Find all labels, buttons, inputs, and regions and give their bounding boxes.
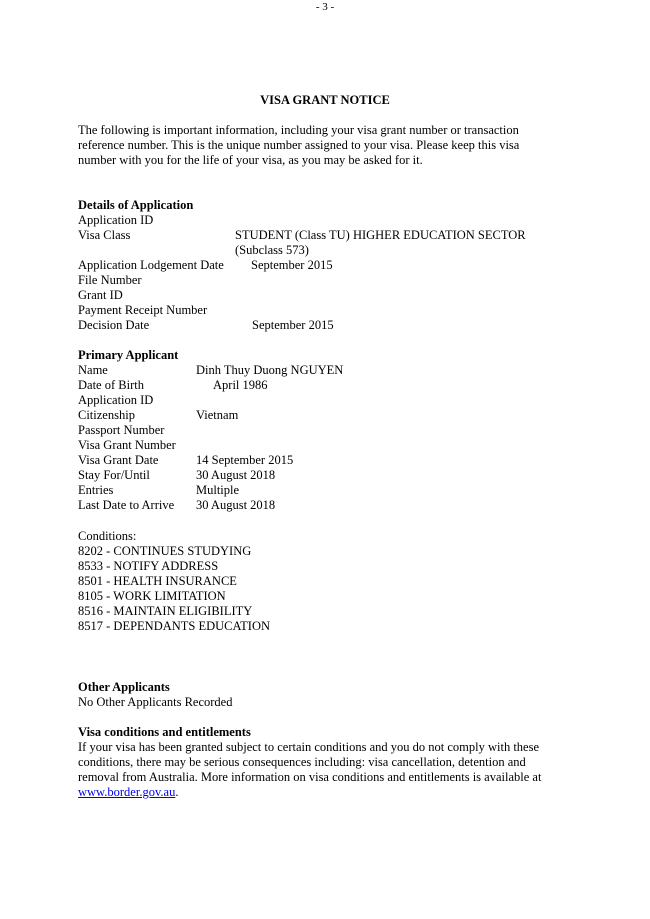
page-title: VISA GRANT NOTICE — [260, 93, 390, 107]
stay-until-label: Stay For/Until — [78, 468, 150, 482]
grant-id-label: Grant ID — [78, 288, 123, 302]
visa-grant-date-label: Visa Grant Date — [78, 453, 159, 467]
condition-item: 8517 - DEPENDANTS EDUCATION — [78, 619, 271, 633]
condition-item: 8202 - CONTINUES STUDYING — [78, 544, 252, 558]
border-website-link[interactable]: www.border.gov.au — [78, 785, 176, 799]
entitlements-heading: Visa conditions and entitlements — [78, 725, 251, 739]
entitlements-paragraph — [78, 740, 588, 800]
decision-date-value: September 2015 — [252, 318, 334, 332]
payment-receipt-label: Payment Receipt Number — [78, 303, 208, 317]
link-suffix: . — [175, 785, 179, 799]
intro-line: The following is important information, including your visa grant number or transaction — [78, 123, 519, 137]
primary-applicant-heading: Primary Applicant — [78, 348, 179, 362]
other-applicants-heading: Other Applicants — [78, 680, 170, 694]
stay-until-value: 30 August 2018 — [196, 468, 276, 482]
conditions-heading: Conditions: — [78, 529, 137, 543]
dob-label: Date of Birth — [78, 378, 144, 392]
visa-grant-date-value: 14 September 2015 — [196, 453, 294, 467]
last-arrive-label: Last Date to Arrive — [78, 498, 175, 512]
file-number-label: File Number — [78, 273, 142, 287]
intro-line: number with you for the life of your visa, as you may be asked for it. — [78, 153, 423, 167]
entries-value: Multiple — [196, 483, 240, 497]
other-applicants-text: No Other Applicants Recorded — [78, 695, 233, 709]
name-label: Name — [78, 363, 108, 377]
citizenship-label: Citizenship — [78, 408, 135, 422]
entitlements-line: If your visa has been granted subject to certain conditions and you do not comply with these — [78, 740, 539, 754]
entitlements-line: conditions, there may be serious consequences including: visa cancellation, detention and — [78, 755, 526, 769]
visa-class-label: Visa Class — [78, 228, 131, 242]
lodgement-date-value: September 2015 — [251, 258, 333, 272]
condition-item: 8105 - WORK LIMITATION — [78, 589, 226, 603]
last-arrive-value: 30 August 2018 — [196, 498, 276, 512]
entries-label: Entries — [78, 483, 114, 497]
visa-subclass-value: (Subclass 573) — [235, 243, 309, 257]
entitlements-link-line — [78, 785, 588, 800]
passport-label: Passport Number — [78, 423, 165, 437]
application-id-label: Application ID — [78, 213, 154, 227]
name-value: Dinh Thuy Duong NGUYEN — [196, 363, 344, 377]
citizenship-value: Vietnam — [196, 408, 239, 422]
condition-item: 8516 - MAINTAIN ELIGIBILITY — [78, 604, 253, 618]
intro-paragraph — [78, 123, 578, 168]
intro-line: reference number. This is the unique number assigned to your visa. Please keep this visa — [78, 138, 520, 152]
lodgement-date-label: Application Lodgement Date — [78, 258, 224, 272]
page-number: - 3 - — [315, 1, 335, 13]
entitlements-line: removal from Australia. More information on visa conditions and entitlements is available at — [78, 770, 542, 784]
visa-class-value: STUDENT (Class TU) HIGHER EDUCATION SECTOR — [235, 228, 526, 242]
condition-item: 8501 - HEALTH INSURANCE — [78, 574, 237, 588]
condition-item: 8533 - NOTIFY ADDRESS — [78, 559, 219, 573]
dob-value: April 1986 — [213, 378, 268, 392]
visa-grant-number-label: Visa Grant Number — [78, 438, 176, 452]
primary-application-id-label: Application ID — [78, 393, 154, 407]
decision-date-label: Decision Date — [78, 318, 150, 332]
application-heading: Details of Application — [78, 198, 194, 212]
